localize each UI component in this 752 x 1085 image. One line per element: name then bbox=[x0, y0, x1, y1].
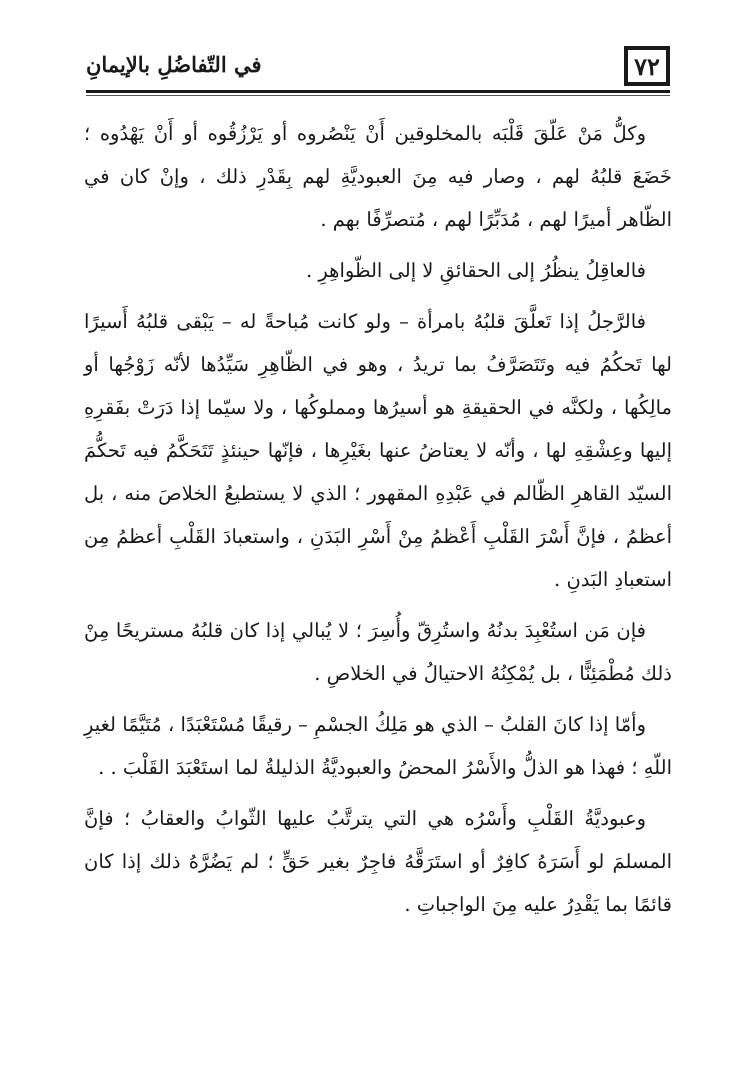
paragraph-5: وأمّا إذا كانَ القلبُ – الذي هو مَلِكُ الجسْمِ – رقيقًا مُسْتَعْبَدًا ، مُتَيَّمًا لغيرِ اللّهِ ؛ فهذا هو الذلُّ والأَسْرُ المحضُ والعبوديَّةُ الذليلةُ لما استَعْبَدَ القَلْبَ . . bbox=[84, 713, 672, 779]
header-rule-thin bbox=[86, 95, 670, 96]
running-title: في التّفاضُلِ بالإيمانِ bbox=[86, 52, 262, 77]
body-text bbox=[84, 112, 672, 934]
paragraph-1: وكلُّ مَنْ عَلّقَ قَلْبَه بالمخلوقين أَنْ يَنْصُروه أو يَرْزُقُوه أو أَنْ يَهْدُوه ؛ خَضَعَ قلبُهُ لهم ، وصار فيه مِنَ العبوديَّةِ لهم بِقَدْرِ ذلك ، وإنْ كان في الظّاهر أميرًا لهم ، مُدَبِّرًا لهم ، مُتصرِّفًا بهم . bbox=[84, 122, 672, 231]
page-header bbox=[86, 44, 670, 96]
paragraph-3: فالرَّجلُ إذا تَعلَّقَ قلبُهُ بامرأة – ولو كانت مُباحةً له – يَبْقى قلبُهُ أَسيرًا لها تَحكُمُ فيه وتَتَصَرَّفُ بما تريدُ ، وهو في الظّاهِرِ سَيِّدُها لأنّه زَوْجُها أو مالِكُها ، ولكنَّه في الحقيقةِ هو أسيرُها ومملوكُها ، ولا سيّما إذا دَرَتْ بفَقرِهِ إليها وعِشْقِهِ لها ، وأنّه لا يعتاضُ عنها بغَيْرِها ، فإنّها حينئذٍ تَتَحَكَّمُ فيه تَحكُّمَ السيّد القاهرِ الظّالم في عَبْدِهِ المقهور ؛ الذي لا يستطيعُ الخلاصَ منه ، بل أعظمُ ، فإنَّ أَسْرَ القَلْبِ أَعْظمُ مِنْ أَسْرِ البَدَنِ ، واستعبادَ القَلْبِ أعظمُ مِن استعبادِ البَدنِ . bbox=[84, 310, 672, 591]
paragraph-6: وعبوديَّةُ القَلْبِ وأَسْرُه هي التي يترتَّبُ عليها الثّوابُ والعقابُ ؛ فإنَّ المسلمَ لو أَسَرَهُ كافِرٌ أو استَرَقَّهُ فاجِرٌ بغير حَقٍّ ؛ لم يَضُرَّهُ ذلك إذا كان قائمًا بما يَقْدِرُ عليه مِنَ الواجباتِ . bbox=[84, 807, 672, 916]
header-rule-thick bbox=[86, 90, 670, 93]
paragraph-4: فإن مَن استُعْبِدَ بدنُهُ واستُرِقّ وأُسِرَ ؛ لا يُبالي إذا كان قلبُهُ مستريحًا مِنْ ذلك مُطْمَئِنًّا ، بل يُمْكِنُهُ الاحتيالُ في الخلاصِ . bbox=[84, 619, 672, 685]
page-number: ٧٢ bbox=[624, 46, 670, 86]
paragraph-2: فالعاقِلُ ينظُرُ إلى الحقائقِ لا إلى الظّواهِرِ . bbox=[306, 259, 646, 282]
